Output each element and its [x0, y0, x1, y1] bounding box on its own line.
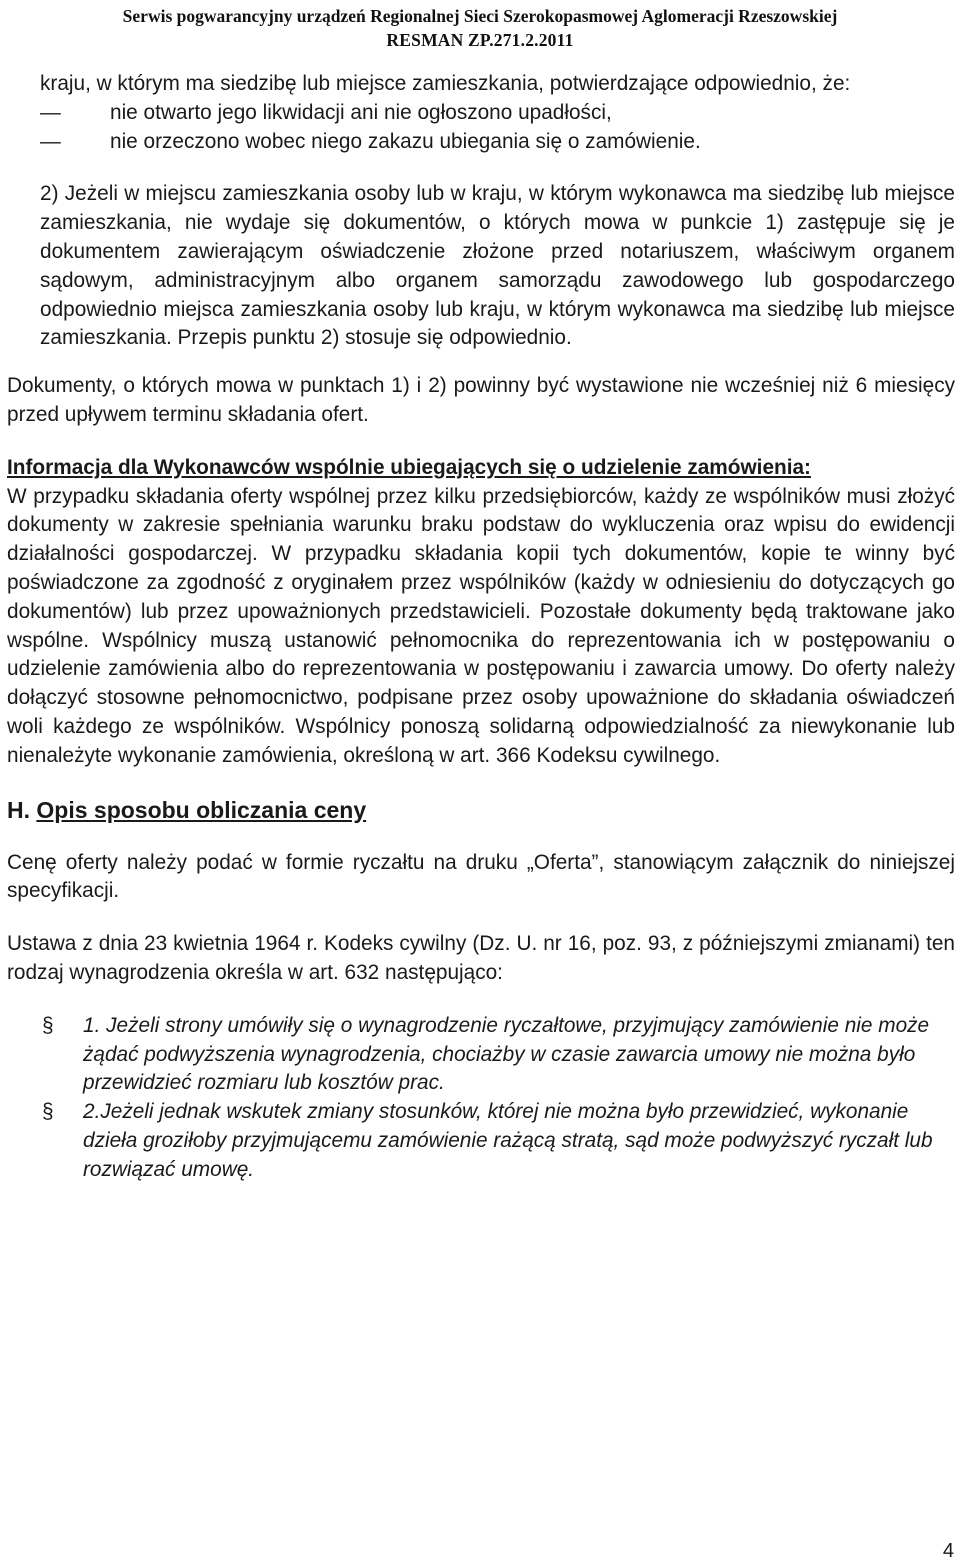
quote-item: [7, 1012, 955, 1098]
list-item: [7, 99, 955, 128]
section-sign: §: [42, 1013, 54, 1037]
joint-bidders-paragraph: W przypadku składania oferty wspólnej przez kilku przedsiębiorców, każdy ze wspólników musi złożyć dokumenty w zakresie spełniania warunku braku podstaw do wykluczenia oraz wpisu do ewidencji działalności gospodarczej. W przypadku składania kopii tych dokumentów, kopie te winny być poświadczone za zgodność z oryginałem przez wspólników (każdy w odniesieniu do dotyczących go dokumentów) lub przez upoważnionych przedstawicieli. Pozostałe dokumenty będą traktowane jako wspólne. Wspólnicy muszą ustanowić pełnomocnika do reprezentowania ich w postępowaniu o udzielenie zamówienia albo do reprezentowania w postępowaniu i zawarcia umowy. Do oferty należy dołączyć stosowne pełnomocnictwo, podpisane przez osoby upoważnione do składania oświadczeń woli każdego ze wspólników. Wspólnicy ponoszą solidarną odpowiedzialność za niewykonanie lub nienależyte wykonanie zamówienia, określoną w art. 366 Kodeksu cywilnego.: [7, 484, 955, 767]
page-number: 4: [942, 1540, 954, 1562]
quote-text: Jeżeli strony umówiły się o wynagrodzenie ryczałtowe, przyjmujący zamówienie nie może żądać podwyższenia wynagrodzenia, chociażby w czasie zawarcia umowy nie można było przewidzieć rozmiaru lub kosztów prac.: [83, 1013, 930, 1095]
quote-number: 2.: [83, 1100, 101, 1124]
joint-bidders-heading: [7, 454, 955, 483]
joint-heading-text: Informacja dla Wykonawców wspólnie ubiegających się o udzielenie zamówienia:: [7, 455, 811, 479]
section-sign: §: [42, 1100, 54, 1124]
civil-code-paragraph: Ustawa z dnia 23 kwietnia 1964 r. Kodeks cywilny (Dz. U. nr 16, poz. 93, z późniejszymi zmianami) ten rodzaj wynagrodzenia określa w art. 632 następująco:: [7, 932, 955, 984]
quote-text: Jeżeli jednak wskutek zmiany stosunków, której nie można było przewidzieć, wykonanie dzieła groziłoby przyjmującemu zamówienie rażącą stratą, sąd może podwyższyć ryczałt lub rozwiązać umowę.: [83, 1100, 933, 1181]
continuation-paragraph: kraju, w którym ma siedzibę lub miejsce zamieszkania, potwierdzające odpowiednio, że:: [40, 72, 851, 95]
quote-item: [7, 1098, 955, 1184]
list-item-text: nie orzeczono wobec niego zakazu ubiegania się o zamówienie.: [110, 129, 701, 153]
section-heading: [7, 795, 955, 825]
dash-bullet: —: [40, 100, 61, 124]
page-header: [0, 4, 960, 52]
header-title: Serwis pogwarancyjny urządzeń Regionalnej Sieci Szerokopasmowej Aglomeracji Rzeszowskiej: [122, 6, 838, 26]
documents-validity-paragraph: Dokumenty, o których mowa w punktach 1) i 2) powinny być wystawione nie wcześniej niż 6 miesięcy przed upływem terminu składania ofert.: [7, 374, 955, 426]
civil-code-quote: [7, 1012, 955, 1185]
quote-number: 1.: [83, 1013, 101, 1037]
header-reference: RESMAN ZP.271.2.2011: [386, 30, 574, 50]
section-title: Opis sposobu obliczania ceny: [36, 796, 367, 823]
price-paragraph: Cenę oferty należy podać w formie ryczałtu na druku „Oferta”, stanowiącym załącznik do niniejszej specyfikacji.: [7, 850, 955, 903]
section-letter: H.: [7, 796, 30, 823]
point-2-paragraph: 2) Jeżeli w miejscu zamieszkania osoby lub w kraju, w którym wykonawca ma siedzibę lub miejsce zamieszkania, nie wydaje się dokumentów, o których mowa w punkcie 1) zastępuje się je dokumentem zawierającym oświadczenie złożone przed notariuszem, właściwym organem sądowym, administracyjnym albo organem samorządu zawodowego lub gospodarczego odpowiednio miejsca zamieszkania osoby lub kraju, w którym wykonawca ma siedzibę lub miejsce zamieszkania. Przepis punktu 2) stosuje się odpowiednio.: [40, 182, 955, 350]
list-item-text: nie otwarto jego likwidacji ani nie ogłoszono upadłości,: [110, 100, 612, 124]
dash-bullet: —: [40, 129, 61, 153]
page-content: [7, 70, 955, 1185]
list-item: [7, 128, 955, 157]
